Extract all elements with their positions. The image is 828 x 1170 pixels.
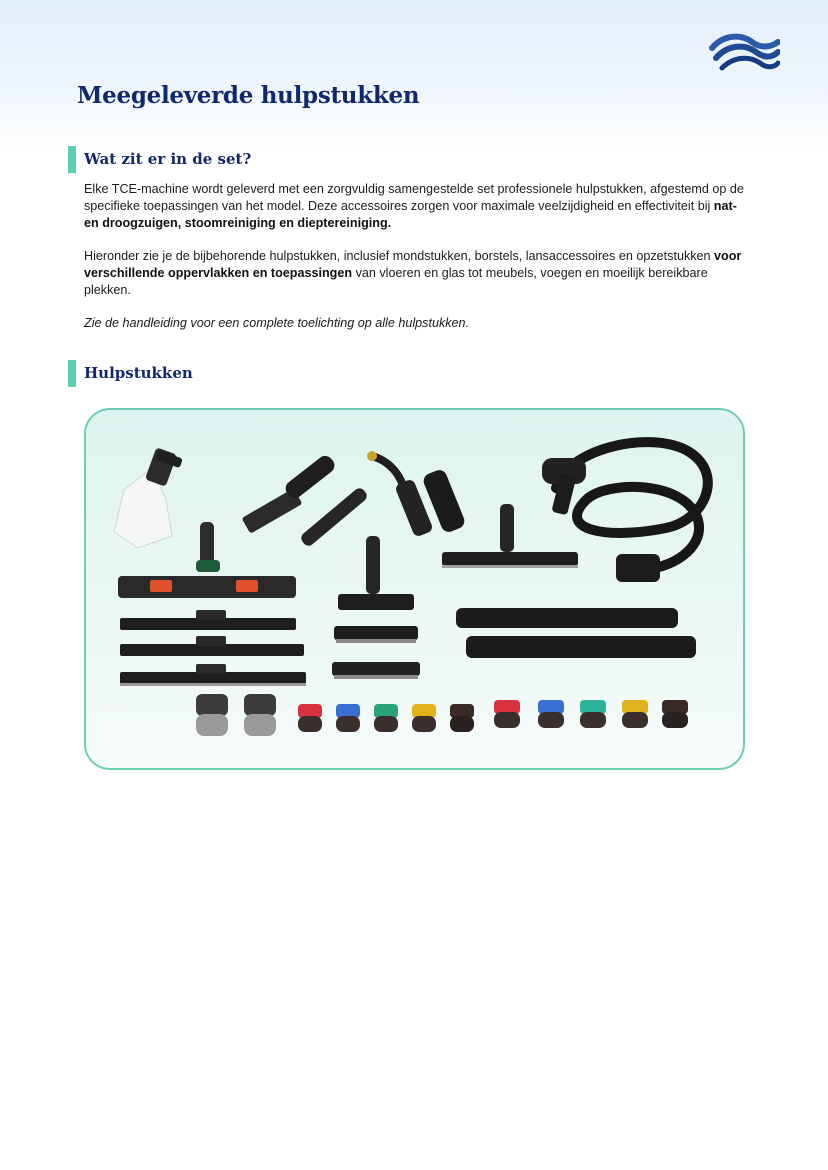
accessories-paragraph — [84, 248, 744, 299]
accessories-emphasis: voor verschillende oppervlakken en toepassingen — [84, 249, 742, 280]
section-accent-bar — [68, 146, 76, 173]
waves-logo-icon — [706, 28, 780, 76]
section-header-set — [68, 146, 368, 174]
page-title: Meegeleverde hulpstukken — [77, 82, 420, 109]
metal-brushes-icon — [196, 694, 276, 736]
extension-tubes-icon — [456, 608, 696, 658]
header-background — [0, 0, 828, 150]
round-brushes-icon — [298, 700, 688, 732]
section-title: Wat zit er in de set? — [84, 150, 252, 168]
manual-note: Zie de handleiding voor een complete toelichting op alle hulpstukken. — [84, 316, 470, 330]
hand-nozzle-icon — [338, 536, 414, 610]
intro-emphasis: nat- en droogzuigen, stoomreiniging en dieptereiniging. — [84, 199, 737, 230]
accessories-text-start: Hieronder zie je de bijbehorende hulpstukken, inclusief mondstukken, borstels, lansaccessoires en opzetstukken — [84, 249, 715, 263]
upholstery-tool-icon — [242, 453, 370, 548]
section-title: Hulpstukken — [84, 364, 193, 382]
brush-nozzle-icon — [332, 626, 420, 679]
window-nozzle-icon — [442, 504, 578, 568]
section-header-hulpstukken — [68, 360, 368, 388]
section-accent-bar — [68, 360, 76, 387]
squeegee-strips-icon — [120, 610, 306, 686]
steam-lance-icon — [367, 451, 467, 538]
accessories-photo — [86, 410, 745, 770]
accessories-photo-card — [84, 408, 745, 770]
upholstery-nozzle-icon — [114, 447, 183, 548]
intro-paragraph — [84, 181, 744, 232]
accessories-text-end: van vloeren en glas tot meubels, voegen en moeilijk bereikbare plekken. — [84, 266, 708, 297]
intro-text: Elke TCE-machine wordt geleverd met een zorgvuldig samengestelde set professionele hulpstukken, afgestemd op de specifieke toepassingen van het model. Deze accessoires zorgen voor maximale veelzijdigheid en effectiviteit bij — [84, 182, 744, 213]
